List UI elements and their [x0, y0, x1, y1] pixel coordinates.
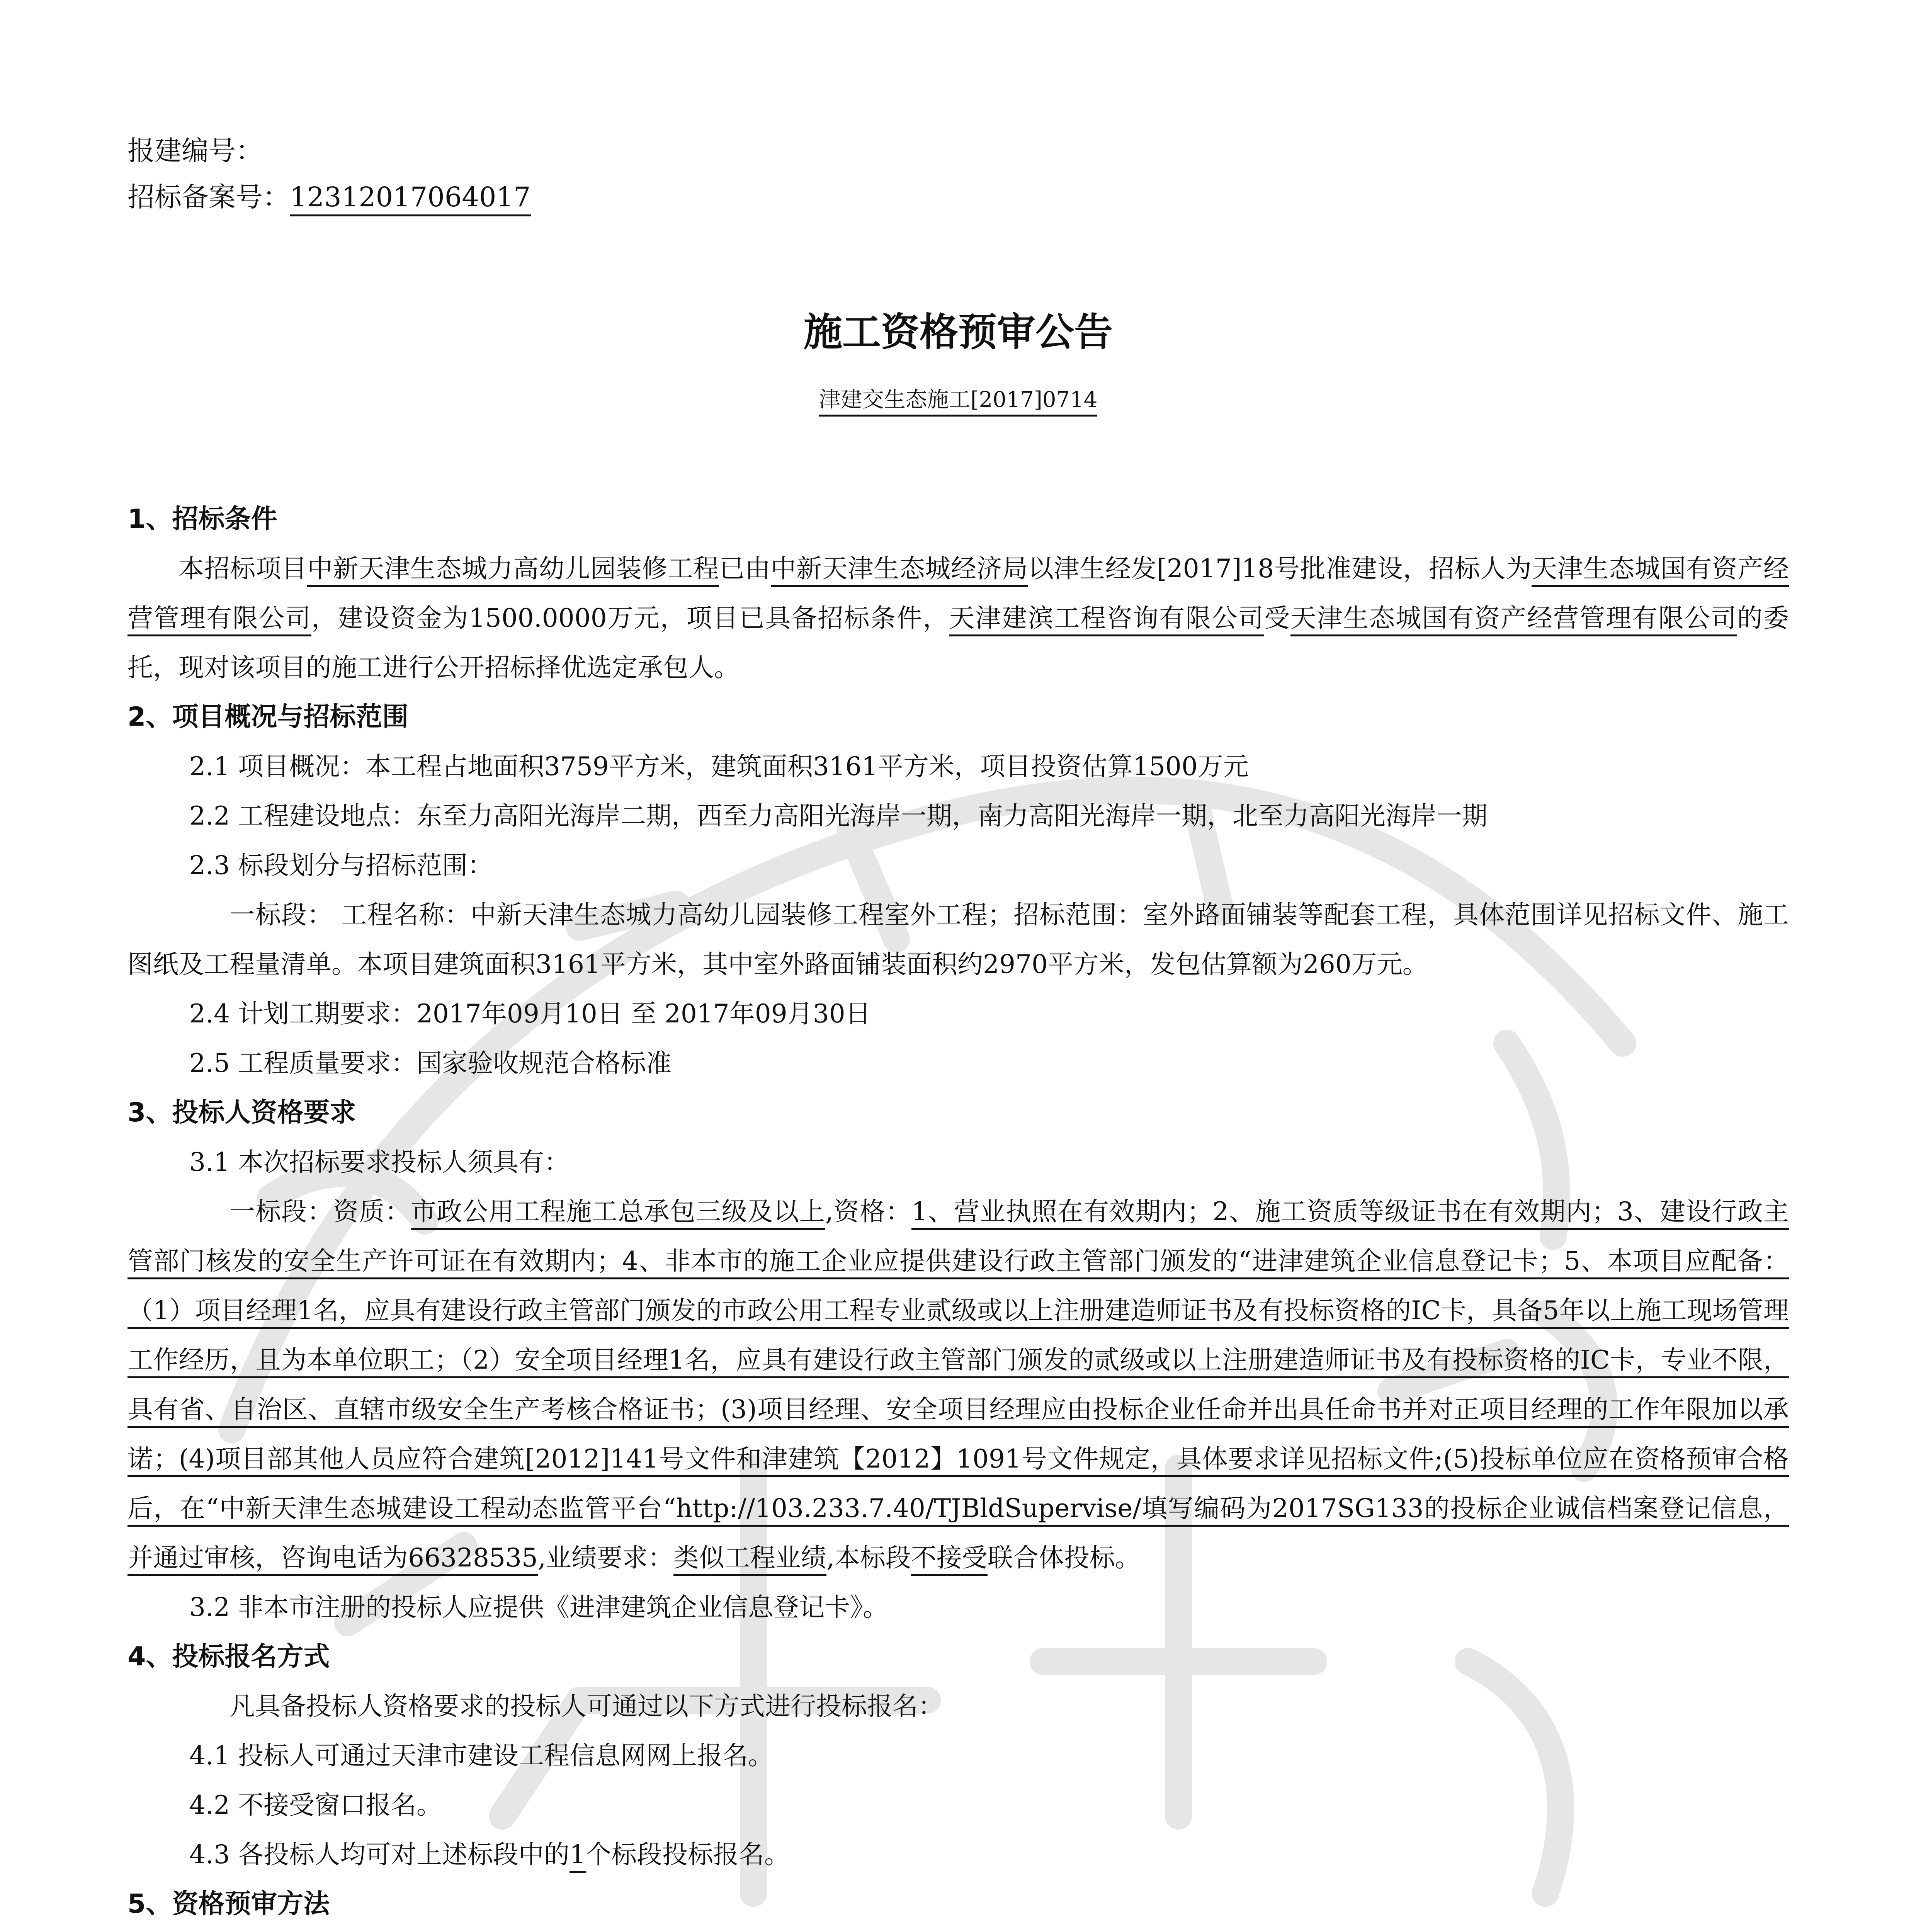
- section-4-intro: 凡具备投标人资格要求的投标人可通过以下方式进行投标报名：: [230, 1691, 944, 1721]
- text-run: 4.3 各投标人均可对上述标段中的: [189, 1840, 570, 1869]
- section-3-1-lot: [128, 1187, 1789, 1583]
- section-4-3: [128, 1830, 1789, 1879]
- section-2-5: 2.5 工程质量要求：国家验收规范合格标准: [189, 1048, 672, 1078]
- text-run: ,资格：: [825, 1197, 911, 1226]
- text-run: ，建设资金为1500.0000万元，项目已具备招标条件，: [311, 603, 949, 633]
- report-number-label: 报建编号：: [128, 135, 263, 167]
- section-3-1: 3.1 本次招标要求投标人须具有：: [189, 1147, 570, 1177]
- client-name: 天津生态城国有资产经营管理有限公司: [1290, 603, 1737, 636]
- record-number-line: [128, 174, 1789, 220]
- text-run: 一标段：资质：: [230, 1197, 411, 1226]
- section-2-1: 2.1 项目概况：本工程占地面积3759平方米，建筑面积3161平方米，项目投资估算1500万元: [189, 752, 1249, 781]
- text-run: 以津生经发[2017]18号批准建设，招标人为: [1028, 554, 1532, 583]
- section-1-paragraph: [128, 544, 1789, 692]
- section-3-2: 3.2 非本市注册的投标人应提供《进津建筑企业信息登记卡》。: [189, 1592, 888, 1622]
- lot-count: 1: [570, 1840, 586, 1873]
- report-number-line: [128, 128, 1789, 174]
- page-title: 施工资格预审公告: [804, 310, 1113, 355]
- section-5-1: [128, 1929, 1789, 1932]
- document-number: [128, 383, 1789, 417]
- sections: [128, 495, 1789, 1932]
- approval-authority: 中新天津生态城经济局: [771, 554, 1028, 587]
- project-name: 中新天津生态城力高幼儿园装修工程: [307, 554, 719, 587]
- text-run: 个标段投标报名。: [585, 1840, 790, 1869]
- section-4-1: 4.1 投标人可通过天津市建设工程信息网网上报名。: [189, 1741, 774, 1770]
- section-2-4: 2.4 计划工期要求：2017年09月10日 至 2017年09月30日: [189, 999, 871, 1029]
- section-2-3-lot: 一标段： 工程名称：中新天津生态城力高幼儿园装修工程室外工程；招标范围：室外路面铺装等配套工程，具体范围详见招标文件、施工图纸及工程量清单。本项目建筑面积3161平方米，其中室外路面铺装面积约2970平方米，发包估算额为260万元。: [128, 900, 1789, 979]
- text-run: 受: [1264, 603, 1291, 633]
- record-number-value: 12312017064017: [290, 181, 531, 216]
- text-run: 本招标项目: [179, 554, 308, 583]
- qualification-details: 1、营业执照在有效期内；2、施工资质等级证书在有效期内；3、建设行政主管部门核发的安全生产许可证在有效期内；4、非本市的施工企业应提供建设行政主管部门颁发的“进津建筑企业信息登记卡；5、本项目应配备：（1）项目经理1名，应具有建设行政主管部门颁发的市政公用工程专业贰级或以上注册建造师证书及有投标资格的IC卡，具备5年以上施工现场管理工作经历，且为本单位职工；（2）安全项目经理1名，应具有建设行政主管部门颁发的贰级或以上注册建造师证书及有投标资格的IC卡，专业不限，具有省、自治区、直辖市级安全生产考核合格证书；(3)项目经理、安全项目经理应由投标企业任命并出具任命书并对正项目经理的工作年限加以承诺；(4)项目部其他人员应符合建筑[2012]141号文件和津建筑【2012】1091号文件规定，具体要求详见招标文件;(5)投标单位应在资格预审合格后，在“中新天津生态城建设工程动态监管平台“http://103.233.7.40/TJBldSupervise/填写编码为2017SG133的投标企业诚信档案登记信息，并通过审核，咨询电话为66328535: [128, 1197, 1789, 1576]
- section-3-heading: 3、投标人资格要求: [128, 1097, 356, 1128]
- section-2-heading: 2、项目概况与招标范围: [128, 702, 409, 732]
- section-4-2: 4.2 不接受窗口报名。: [189, 1790, 442, 1820]
- document-number-text: 津建交生态施工[2017]0714: [819, 387, 1098, 417]
- section-2-2: 2.2 工程建设地点：东至力高阳光海岸二期，西至力高阳光海岸一期，南力高阳光海岸一期，北至力高阳光海岸一期: [189, 801, 1488, 831]
- consortium-flag: 不接受: [911, 1543, 988, 1576]
- section-1-heading: 1、招标条件: [128, 504, 277, 534]
- document-page: [128, 128, 1789, 1932]
- text-run: ,本标段: [826, 1543, 911, 1573]
- section-5-heading: 5、资格预审方法: [128, 1889, 330, 1919]
- agency-name: 天津建滨工程咨询有限公司: [949, 603, 1264, 636]
- performance-requirement: 类似工程业绩: [673, 1543, 826, 1576]
- text-run: ,业绩要求：: [537, 1543, 673, 1573]
- text-run: 联合体投标。: [987, 1543, 1141, 1573]
- record-number-label: 招标备案号：: [128, 181, 290, 213]
- text-run: 已由: [719, 554, 771, 583]
- text-run: 的委托，现对该项目的施工进行公开招标择优选定承包人。: [128, 603, 1789, 682]
- tenderer-name: 天津生态城国有资产经营管理有限公司: [128, 554, 1789, 636]
- section-2-3: 2.3 标段划分与招标范围：: [189, 850, 493, 880]
- section-4-heading: 4、投标报名方式: [128, 1641, 330, 1672]
- qualification-level: 市政公用工程施工总承包三级及以上: [411, 1197, 825, 1230]
